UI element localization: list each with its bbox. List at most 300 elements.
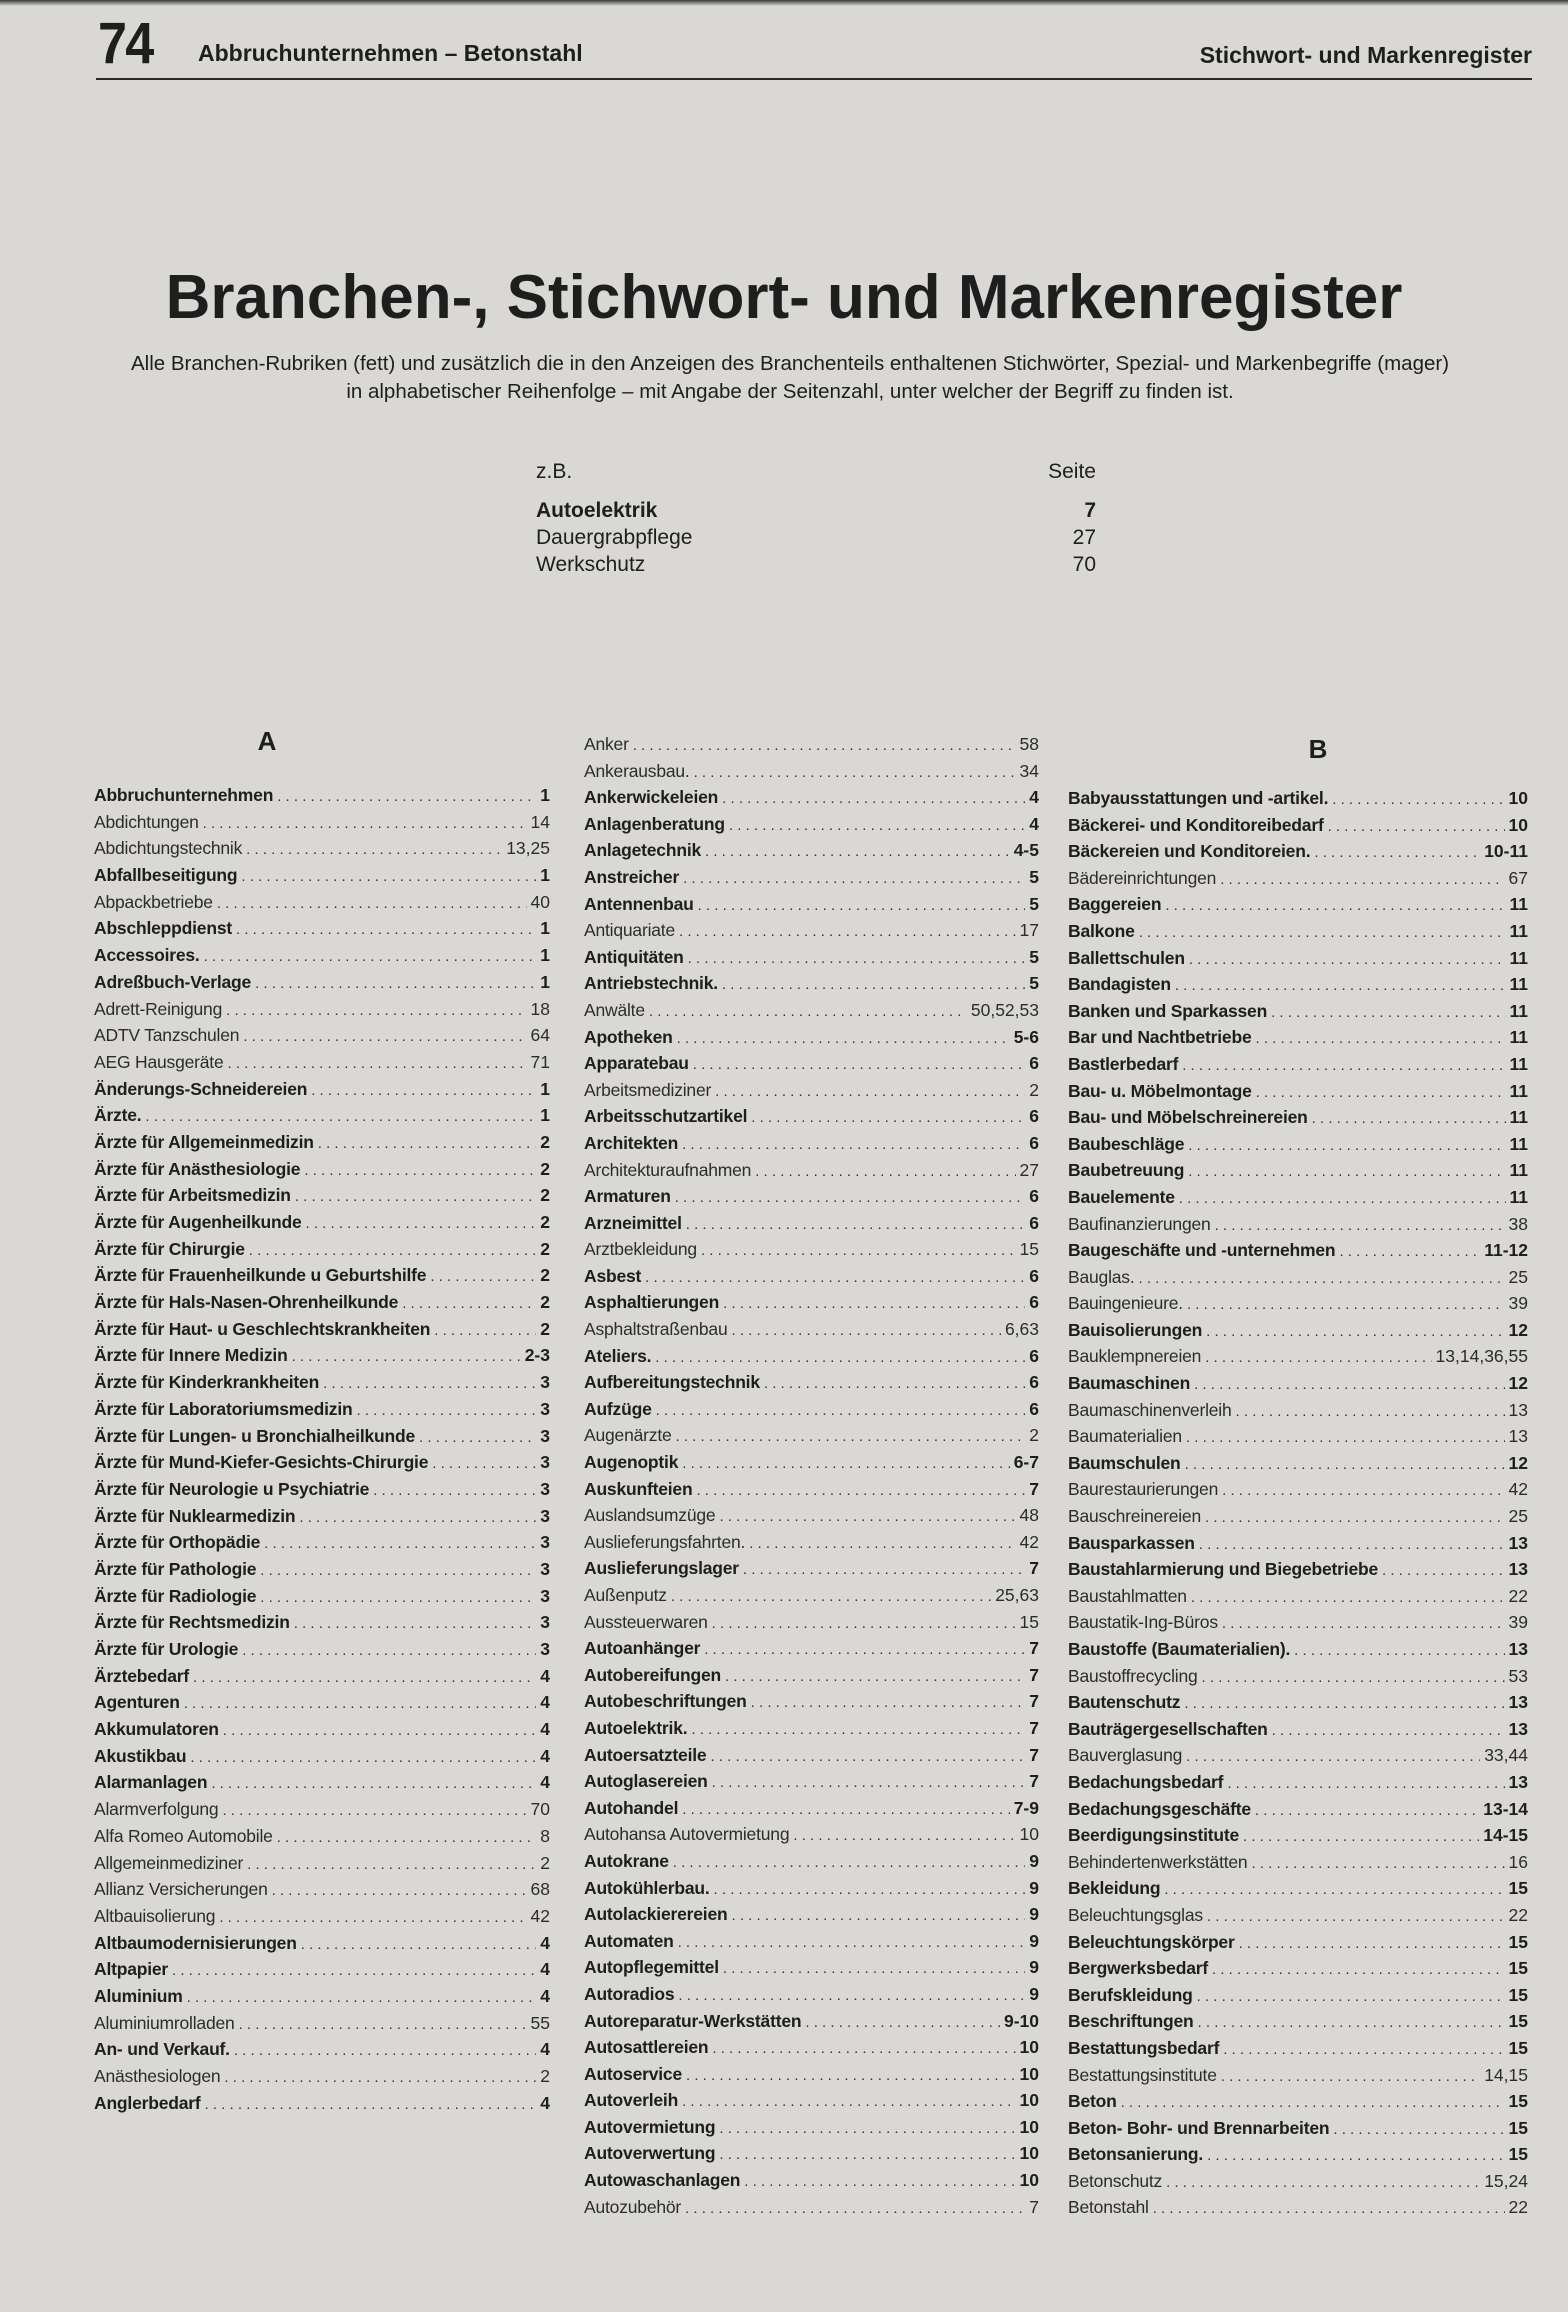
index-entry [584, 784, 1039, 811]
example-term: Dauergrabpflege [536, 526, 693, 549]
entry-term: Baggereien [1068, 894, 1162, 915]
entry-page: 2 [540, 1265, 550, 1286]
entry-term: Adreßbuch-Verlage [94, 971, 252, 992]
dot-leader [241, 864, 536, 891]
entry-term: Arztbekleidung [584, 1239, 697, 1260]
entry-page: 13 [1508, 1426, 1528, 1447]
example-page: 70 [1072, 553, 1096, 576]
index-entry [94, 1316, 550, 1343]
entry-page: 15 [1508, 2037, 1528, 2058]
entry-term: Autokühlerbau. [584, 1877, 710, 1898]
index-entry [1068, 1237, 1528, 1264]
entry-term: Bergwerksbedarf [1068, 1958, 1208, 1979]
dot-leader [1255, 1798, 1479, 1825]
entry-term: Alarmverfolgung [94, 1799, 219, 1820]
entry-page: 2 [540, 1131, 550, 1152]
entry-term: Ärzte für Arbeitsmedizin [94, 1185, 291, 1206]
example-header [536, 458, 1096, 485]
entry-term: Bauverglasung [1068, 1745, 1183, 1766]
entry-term: Anlagenberatung [584, 813, 725, 834]
index-entry [584, 1157, 1039, 1184]
index-entry [94, 1876, 550, 1903]
example-term: Werkschutz [536, 553, 646, 576]
dot-leader [419, 1425, 536, 1452]
entry-term: Allgemeinmediziner [94, 1852, 244, 1873]
entry-page: 5-6 [1013, 1026, 1039, 1047]
entry-page: 6 [1029, 1265, 1039, 1286]
index-entry [584, 1369, 1039, 1396]
entry-term: Ärzte für Hals-Nasen-Ohrenheilkunde [94, 1292, 399, 1313]
index-entry [94, 1449, 550, 1476]
entry-page: 9 [1029, 1850, 1039, 1871]
index-entry [1068, 838, 1528, 865]
dot-leader [764, 1371, 1025, 1398]
entry-term: Abdichtungen [94, 811, 199, 832]
entry-page: 10 [1019, 2063, 1039, 2084]
entry-page: 6-7 [1013, 1452, 1039, 1473]
index-entry [94, 2036, 550, 2063]
entry-term: Ärzte für Anästhesiologie [94, 1158, 301, 1179]
index-entry [94, 1956, 550, 1983]
index-entry [94, 969, 550, 996]
index-entry [1068, 1716, 1528, 1743]
entry-term: Ärzte für Nuklearmedizin [94, 1505, 296, 1526]
dot-leader [246, 837, 502, 864]
dot-leader [714, 1877, 1026, 1904]
section-letter-a: A [257, 726, 277, 756]
entry-page: 7 [1029, 1638, 1039, 1659]
index-entry [94, 1983, 550, 2010]
dot-leader [755, 1159, 1015, 1186]
index-entry [1068, 1982, 1528, 2009]
index-entry [94, 1262, 550, 1289]
dot-leader [1243, 1824, 1479, 1851]
index-entry [584, 2087, 1039, 2114]
entry-term: Agenturen [94, 1692, 180, 1713]
entry-term: Autowaschanlagen [584, 2170, 741, 2191]
entry-page: 3 [540, 1478, 550, 1499]
index-entry [1068, 812, 1528, 839]
index-column-3 [1068, 728, 1528, 2221]
entry-term: Beerdigungsinstitute [1068, 1825, 1240, 1846]
header-range: Abbruchunternehmen – Betonstahl [198, 40, 583, 66]
page-number: 74 [98, 11, 153, 76]
dot-leader [1153, 2196, 1505, 2223]
dot-leader [1271, 1000, 1505, 1027]
entry-page: 4 [540, 1719, 550, 1740]
dot-leader [722, 972, 1025, 999]
dot-leader [1215, 1213, 1505, 1240]
entry-term: Ärzte für Neurologie u Psychiatrie [94, 1478, 370, 1499]
dot-leader [705, 839, 1010, 866]
dot-leader [277, 1825, 537, 1852]
entry-term: Baufinanzierungen [1068, 1213, 1211, 1234]
index-entry [584, 2034, 1039, 2061]
index-entry [584, 1502, 1039, 1529]
entry-term: Ärzte für Frauenheilkunde u Geburtshilfe [94, 1265, 427, 1286]
dot-leader [434, 1318, 536, 1345]
entry-page: 3 [540, 1532, 550, 1553]
entry-term: Anglerbedarf [94, 2092, 201, 2113]
index-entry [1068, 1849, 1528, 1876]
entry-term: Baubeschläge [1068, 1133, 1185, 1154]
dot-leader [1165, 893, 1505, 920]
entry-term: Änderungs-Schneidereien [94, 1078, 308, 1099]
entry-page: 4 [1029, 787, 1039, 808]
entry-page: 11 [1509, 974, 1528, 995]
entry-term: Autoersatzteile [584, 1744, 707, 1765]
dot-leader [1221, 2064, 1480, 2091]
entry-term: Bandagisten [1068, 974, 1171, 995]
entry-term: Bäckerei- und Konditoreibedarf [1068, 814, 1324, 835]
entry-page: 3 [540, 1452, 550, 1473]
entry-page: 3 [540, 1398, 550, 1419]
entry-page: 9 [1029, 1904, 1039, 1925]
dot-leader [1182, 1053, 1505, 1080]
entry-page: 2 [540, 1212, 550, 1232]
intro-line-2: in alphabetischer Reihenfolge – mit Angabe der Seitenzahl, unter welcher der Begriff zu finden ist. [346, 380, 1234, 403]
index-entry [584, 1742, 1039, 1769]
index-entry [584, 864, 1039, 891]
entry-page: 1 [540, 1078, 550, 1099]
entry-page: 1 [540, 918, 550, 939]
dot-leader [751, 1105, 1025, 1132]
index-entry [1068, 945, 1528, 972]
index-entry [94, 1396, 550, 1423]
dot-leader [712, 1611, 1016, 1638]
entry-page: 10 [1019, 2170, 1039, 2191]
dot-leader [264, 1531, 536, 1558]
entry-term: Antriebstechnik. [584, 973, 718, 994]
dot-leader [260, 1585, 536, 1612]
entry-term: Autohansa Autovermietung [584, 1824, 790, 1845]
index-entry [1068, 1663, 1528, 1690]
dot-leader [675, 1185, 1026, 1212]
dot-leader [294, 1611, 537, 1638]
dot-leader [1256, 1080, 1506, 1107]
entry-term: Bestattungsbedarf [1068, 2037, 1220, 2058]
index-entry [584, 1848, 1039, 1875]
entry-page: 42 [530, 1905, 550, 1926]
entry-term: Autobereifungen [584, 1664, 721, 1685]
index-entry [584, 1582, 1039, 1609]
index-entry [1068, 1636, 1528, 1663]
entry-page: 4 [1029, 813, 1039, 834]
entry-term: Asbest [584, 1265, 642, 1286]
index-entry [1068, 1157, 1528, 1184]
dot-leader [1164, 1877, 1504, 1904]
dot-leader [749, 1531, 1015, 1558]
index-entry [1068, 1556, 1528, 1583]
dot-leader [204, 944, 537, 971]
entry-term: Aufbereitungstechnik [584, 1372, 760, 1393]
index-entry [94, 1609, 550, 1636]
entry-term: Autoelektrik. [584, 1717, 688, 1738]
index-entry [584, 1768, 1039, 1795]
entry-page: 6,63 [1004, 1319, 1039, 1340]
entry-page: 5 [1029, 893, 1039, 914]
index-entry [584, 1449, 1039, 1476]
entry-page: 11 [1509, 947, 1528, 968]
dot-leader [1194, 1372, 1504, 1399]
entry-term: Ärzte für Lungen- u Bronchialheilkunde [94, 1425, 416, 1446]
entry-term: Bestattungsinstitute [1068, 2064, 1217, 2085]
entry-term: Anstreicher [584, 866, 680, 887]
dot-leader [682, 1451, 1009, 1478]
dot-leader [243, 1024, 526, 1051]
index-entry [1068, 1131, 1528, 1158]
entry-page: 11 [1509, 1160, 1528, 1181]
entry-page: 2 [540, 1852, 550, 1873]
dot-leader [236, 917, 536, 944]
entry-page: 5 [1029, 946, 1039, 967]
index-entry [1068, 1742, 1528, 1769]
entry-page: 13 [1508, 1771, 1528, 1792]
entry-term: Bauelemente [1068, 1186, 1175, 1207]
index-entry [584, 1289, 1039, 1316]
dot-leader [655, 1345, 1025, 1372]
dot-leader [1227, 1771, 1504, 1798]
index-entry [94, 1769, 550, 1796]
dot-leader [224, 2065, 536, 2092]
dot-leader [682, 1132, 1025, 1159]
entry-term: Auslieferungslager [584, 1558, 739, 1579]
entry-page: 13 [1508, 1718, 1528, 1739]
index-entry [584, 1050, 1039, 1077]
entry-term: Abpackbetriebe [94, 891, 213, 912]
index-entry [584, 2167, 1039, 2194]
entry-term: Ärzte für Chirurgie [94, 1238, 245, 1259]
dot-leader [234, 2038, 536, 2065]
entry-term: Ärzte für Innere Medizin [94, 1345, 288, 1366]
entry-page: 6 [1029, 1398, 1039, 1419]
dot-leader [1251, 1851, 1504, 1878]
entry-page: 6 [1029, 1053, 1039, 1074]
index-entry [94, 1423, 550, 1450]
index-entry [584, 2140, 1039, 2167]
dot-leader [719, 2116, 1015, 2143]
entry-term: Beleuchtungskörper [1068, 1931, 1235, 1952]
index-entry [94, 1236, 550, 1263]
dot-leader [1197, 1984, 1505, 2011]
index-entry [584, 1981, 1039, 2008]
entry-page: 15 [1508, 1958, 1528, 1979]
entry-page: 4 [540, 2039, 550, 2060]
index-entry [1068, 1370, 1528, 1397]
entry-term: Ärzte für Mund-Kiefer-Gesichts-Chirurgie [94, 1452, 429, 1473]
index-entry [584, 891, 1039, 918]
entry-page: 13,25 [506, 838, 550, 859]
dot-leader [1186, 1425, 1505, 1452]
entry-page: 16 [1508, 1851, 1528, 1872]
entry-page: 64 [530, 1025, 550, 1046]
example-page-label: Seite [1048, 460, 1096, 483]
dot-leader [145, 1104, 536, 1131]
entry-term: Bauingenieure. [1068, 1293, 1183, 1314]
dot-leader [682, 1797, 1009, 1824]
entry-term: Baustoffrecycling [1068, 1665, 1198, 1686]
entry-term: Anwälte [584, 999, 645, 1020]
entry-page: 4 [540, 2092, 550, 2113]
index-entry [584, 1343, 1039, 1370]
entry-page: 12 [1508, 1373, 1528, 1394]
dot-leader [1187, 1292, 1505, 1319]
index-entries [584, 731, 1039, 2220]
dot-leader [683, 866, 1025, 893]
dot-leader [686, 2063, 1016, 2090]
entry-term: Baurestaurierungen [1068, 1479, 1219, 1500]
index-entry [1068, 1929, 1528, 1956]
dot-leader [203, 811, 527, 838]
entry-page: 7 [1029, 1664, 1039, 1685]
dot-leader [292, 1344, 521, 1371]
dot-leader [1272, 1718, 1505, 1745]
index-entry [584, 1316, 1039, 1343]
index-entry [94, 1583, 550, 1610]
index-entry [1068, 1822, 1528, 1849]
dot-leader [671, 1584, 991, 1611]
dot-leader [704, 1637, 1025, 1664]
dot-leader [1166, 2170, 1480, 2197]
entry-page: 1 [540, 785, 550, 805]
dot-leader [249, 1238, 536, 1265]
index-entry [584, 1210, 1039, 1237]
entry-page: 3 [540, 1372, 550, 1393]
entry-term: Bauglas. [1068, 1266, 1135, 1287]
entry-page: 10 [1019, 1824, 1039, 1845]
dot-leader [222, 1798, 526, 1825]
index-entry [1068, 891, 1528, 918]
entry-page: 9 [1029, 1983, 1039, 2004]
index-entry [94, 1529, 550, 1556]
entry-page: 10 [1508, 788, 1528, 808]
index-entry [584, 1103, 1039, 1130]
dot-leader [219, 1905, 526, 1932]
example-row [536, 551, 1096, 578]
index-entry [584, 2194, 1039, 2221]
entry-page: 15 [1019, 1611, 1039, 1632]
index-entry [94, 2063, 550, 2090]
dot-leader [1312, 1106, 1506, 1133]
index-entry [1068, 1503, 1528, 1530]
entry-term: Alfa Romeo Automobile [94, 1825, 273, 1846]
entry-term: Antiquariate [584, 920, 675, 941]
entry-term: Autosattlereien [584, 2037, 709, 2058]
dot-leader [1179, 1186, 1506, 1213]
entry-page: 15 [1019, 1239, 1039, 1260]
index-entry [1068, 1423, 1528, 1450]
index-entry [94, 1049, 550, 1076]
entry-term: Altbauisolierung [94, 1905, 216, 1926]
dot-leader [691, 1717, 1025, 1744]
dot-leader [373, 1478, 536, 1505]
dot-leader [1139, 920, 1506, 947]
entry-page: 3 [540, 1505, 550, 1526]
index-entry [94, 1930, 550, 1957]
entry-page: 22 [1508, 2197, 1528, 2218]
dot-leader [1212, 1957, 1505, 1984]
index-entry [1068, 2008, 1528, 2035]
entry-term: Automaten [584, 1930, 674, 1951]
index-entry [94, 1716, 550, 1743]
dot-leader [712, 1770, 1026, 1797]
entry-term: Akustikbau [94, 1745, 187, 1766]
entry-term: Adrett-Reinigung [94, 998, 223, 1019]
dot-leader [295, 1184, 536, 1211]
dot-leader [1236, 1399, 1505, 1426]
entry-term: Auskunfteien [584, 1478, 693, 1499]
index-entry [584, 2114, 1039, 2141]
dot-leader [1175, 973, 1506, 1000]
entry-page: 15 [1508, 2144, 1528, 2165]
entry-page: 4 [540, 1745, 550, 1766]
header-section: Stichwort- und Markenregister [1199, 42, 1532, 68]
page-title: Branchen-, Stichwort- und Markenregister [165, 263, 1403, 332]
entry-page: 39 [1508, 1293, 1528, 1314]
dot-leader [1332, 787, 1504, 814]
entry-page: 11 [1509, 920, 1528, 941]
index-entry [1068, 1317, 1528, 1344]
entry-term: Behindertenwerkstätten [1068, 1851, 1248, 1872]
index-entry [584, 731, 1039, 758]
entry-term: Baustatik-Ing-Büros [1068, 1612, 1218, 1633]
dot-leader [710, 1744, 1025, 1771]
entry-term: Abbruchunternehmen [94, 785, 274, 805]
dot-leader [1202, 1665, 1505, 1692]
dot-leader [304, 1158, 536, 1185]
entry-term: Baumaterialien [1068, 1426, 1182, 1447]
dot-leader [239, 2012, 527, 2039]
entry-page: 7 [1029, 1717, 1039, 1738]
entry-term: Asphaltierungen [584, 1292, 720, 1313]
entry-page: 71 [530, 1051, 550, 1072]
index-entry [584, 2061, 1039, 2088]
entry-page: 70 [530, 1799, 550, 1820]
entry-term: Ärzte für Urologie [94, 1639, 239, 1659]
index-entry [1068, 1530, 1528, 1557]
entry-page: 11 [1509, 894, 1528, 915]
dot-leader [1207, 1904, 1505, 1931]
entry-term: Ärzte für Augenheilkunde [94, 1212, 302, 1232]
dot-leader [1328, 814, 1505, 841]
dot-leader [205, 2092, 537, 2119]
index-entry [1068, 1583, 1528, 1610]
index-entry [1068, 1078, 1528, 1105]
entry-page: 15 [1508, 1878, 1528, 1899]
entry-term: Autohandel [584, 1797, 679, 1818]
index-entry [94, 1289, 550, 1316]
dot-leader [1382, 1558, 1505, 1585]
index-entry [584, 1715, 1039, 1742]
dot-leader [723, 1956, 1025, 1983]
entry-page: 25 [1508, 1506, 1528, 1527]
index-entry [94, 1796, 550, 1823]
dot-leader [311, 1078, 536, 1105]
entry-page: 42 [1019, 1531, 1039, 1552]
entry-term: Allianz Versicherungen [94, 1879, 268, 1900]
dot-leader [633, 733, 1016, 760]
dot-leader [1333, 2117, 1504, 2144]
entry-term: Ärzte für Radiologie [94, 1585, 257, 1606]
entry-page: 7-9 [1013, 1797, 1039, 1818]
entry-term: Autovermietung [584, 2116, 716, 2137]
dot-leader [1188, 1133, 1505, 1160]
entry-term: Akkumulatoren [94, 1719, 219, 1740]
dot-leader [228, 1051, 527, 1078]
dot-leader [260, 1558, 536, 1585]
entry-page: 3 [540, 1612, 550, 1633]
index-entry [1068, 1184, 1528, 1211]
